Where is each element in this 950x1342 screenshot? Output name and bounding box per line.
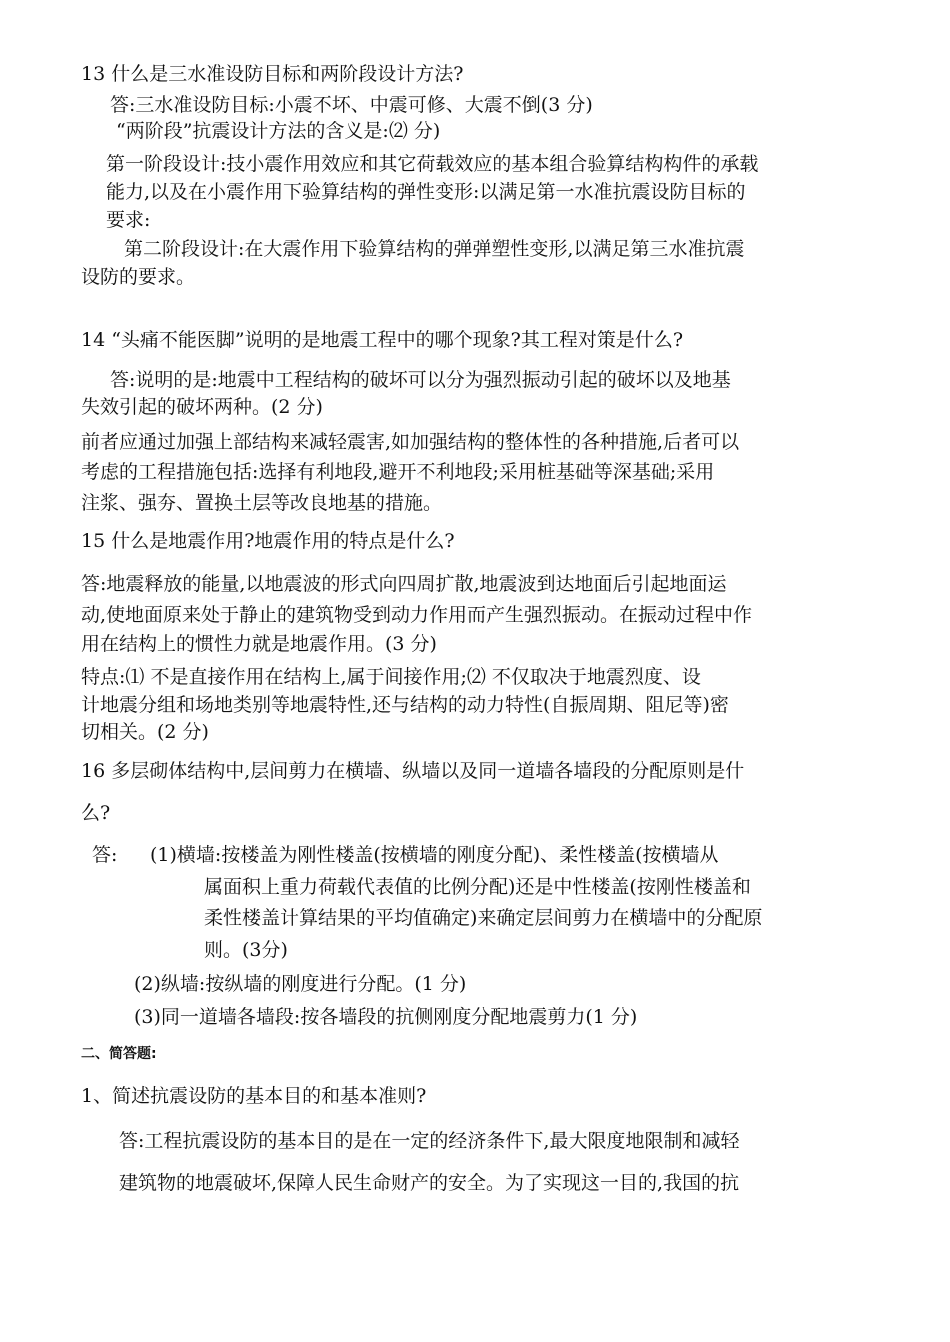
q13-answer-line-4: 能力,以及在小震作用下验算结构的弹性变形:以满足第一水准抗震设防目标的	[106, 181, 746, 203]
q15-answer-line-4: 特点:⑴ 不是直接作用在结构上,属于间接作用;⑵ 不仅取决于地震烈度、设	[81, 666, 701, 688]
q15-answer-line-5: 计地震分组和场地类别等地震特性,还与结构的动力特性(自振周期、阻尼等)密	[81, 694, 729, 716]
q13-answer-line-7: 设防的要求。	[81, 266, 196, 288]
q16-answer-line-2: 属面积上重力荷载代表值的比例分配)还是中性楼盖(按刚性楼盖和	[204, 876, 751, 898]
q16-title-line-1: 16 多层砌体结构中,层间剪力在横墙、纵墙以及同一道墙各墙段的分配原则是什	[81, 760, 745, 782]
q16-answer-line-4: 则。(3分)	[204, 939, 288, 961]
q13-answer-line-6: 第二阶段设计:在大震作用下验算结构的弹弹塑性变形,以满足第三水准抗震	[124, 238, 745, 260]
section-heading: 二、简答题:	[81, 1046, 157, 1062]
s2-q1-answer-line-1: 答:工程抗震设防的基本目的是在一定的经济条件下,最大限度地限制和减轻	[119, 1130, 740, 1152]
q14-answer-line-2: 失效引起的破坏两种。(2 分)	[81, 396, 323, 418]
q16-answer-line-3: 柔性楼盖计算结果的平均值确定)来确定层间剪力在横墙中的分配原	[204, 907, 763, 929]
q14-answer-line-4: 考虑的工程措施包括:选择有利地段,避开不利地段;采用桩基础等深基础;采用	[81, 461, 715, 483]
q13-title: 13 什么是三水准设防目标和两阶段设计方法?	[81, 63, 464, 85]
q16-answer-line-5: (2)纵墙:按纵墙的刚度进行分配。(1 分)	[134, 973, 467, 995]
q13-answer-line-1: 答:三水准设防目标:小震不坏、中震可修、大震不倒(3 分)	[110, 94, 593, 116]
q14-answer-line-3: 前者应通过加强上部结构来减轻震害,如加强结构的整体性的各种措施,后者可以	[81, 431, 740, 453]
q15-answer-line-6: 切相关。(2 分)	[81, 721, 209, 743]
s2-q1-title: 1、简述抗震设防的基本目的和基本准则?	[81, 1085, 427, 1107]
q13-answer-line-5: 要求:	[106, 209, 151, 231]
q15-answer-line-1: 答:地震释放的能量,以地震波的形式向四周扩散,地震波到达地面后引起地面运	[81, 573, 727, 595]
q16-answer-line-6: (3)同一道墙各墙段:按各墙段的抗侧刚度分配地震剪力(1 分)	[134, 1006, 638, 1028]
q13-answer-line-3: 第一阶段设计:技小震作用效应和其它荷载效应的基本组合验算结构构件的承载	[106, 153, 759, 175]
s2-q1-answer-line-2: 建筑物的地震破坏,保障人民生命财产的安全。为了实现这一目的,我国的抗	[119, 1172, 740, 1194]
q15-answer-line-3: 用在结构上的惯性力就是地震作用。(3 分)	[81, 633, 437, 655]
q15-answer-line-2: 动,使地面原来处于静止的建筑物受到动力作用而产生强烈振动。在振动过程中作	[81, 604, 753, 626]
q15-title: 15 什么是地震作用?地震作用的特点是什么?	[81, 530, 455, 552]
q14-answer-line-1: 答:说明的是:地震中工程结构的破坏可以分为强烈振动引起的破坏以及地基	[110, 369, 731, 391]
q16-title-line-2: 么?	[81, 802, 111, 824]
q16-answer-label: 答:	[92, 844, 118, 866]
q14-answer-line-5: 注浆、强夯、置换土层等改良地基的措施。	[81, 492, 443, 514]
q16-answer-line-1: (1)横墙:按楼盖为刚性楼盖(按横墙的刚度分配)、柔性楼盖(按横墙从	[150, 844, 719, 866]
q13-answer-line-2: “两阶段”抗震设计方法的含义是:⑵ 分)	[116, 120, 441, 142]
q14-title: 14 “头痛不能医脚”说明的是地震工程中的哪个现象?其工程对策是什么?	[81, 329, 684, 351]
